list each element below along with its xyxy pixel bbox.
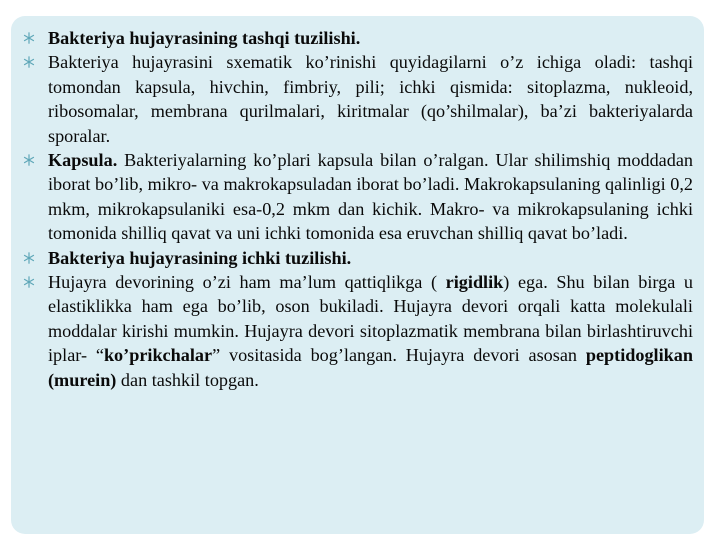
bullet-item-capsule — [48, 148, 693, 246]
section-heading-outer: Bakteriya hujayrasining tashqi tuzilishi. — [48, 28, 361, 48]
asterisk-icon — [23, 270, 37, 294]
paragraph-cell-wall-part-3: ” vositasida bog’langan. Hujayra devori asosan — [212, 345, 586, 366]
paragraph-capsule: Bakteriyalarning ko’plari kapsula bilan o’ralgan. Ular shilimshiq moddadan iborat bo’lib, mikro- va makrokapsuladan iborat bo’ladi. Makrokapsulaning qalinligi 0,2 mkm, mikrokapsulaniki esa-0,2 mkm dan kichik. Makro- va mikrokapsulaning ichki tomonida shilliq qavat va uni ichki tomonida esa eruvchan shilliq qavat bo’ladi. — [48, 150, 693, 244]
bullet-item-outer-structure-heading — [48, 26, 693, 50]
paragraph-cell-components: Bakteriya hujayrasini sxematik ko’rinishi quyidagilarni o’z ichiga oladi: tashqi tomondan kapsula, hivchin, fimbriy, pili; ichki qismida: sitoplazma, nukleoid, ribosomalar, membrana qurilmalari, kiritmalar (qo’shilmalar), ba’zi bakteriyalarda sporalar. — [48, 52, 693, 146]
bullet-item-inner-structure-heading — [48, 246, 693, 270]
section-heading-inner: Bakteriya hujayrasining ichki tuzilishi. — [48, 247, 352, 268]
capsule-term: Kapsula. — [48, 150, 118, 171]
paragraph-cell-wall-part-1: Hujayra devorining o’zi ham ma’lum qattiqlikga ( — [48, 272, 446, 293]
asterisk-icon — [23, 148, 37, 172]
paragraph-cell-wall-part-2: ) ega. Shu bilan birga u elastiklikka ham ega bo’lib, oson bukiladi. Hujayra devori orqali katta molekulali moddalar kirishi mumkin. Hujayra devori sitoplazmatik membrana bilan birlashtiruvchi iplar- “ — [48, 272, 693, 366]
bullet-item-cell-wall — [48, 270, 693, 392]
term-peptidoglikan: peptidoglikan (murein) — [48, 345, 693, 390]
paragraph-cell-wall-part-4: dan tashkil topgan. — [116, 369, 259, 390]
term-koprikchalar: ko’prikchalar — [103, 345, 213, 366]
bullet-list — [48, 26, 693, 392]
asterisk-icon — [23, 50, 37, 74]
asterisk-icon — [23, 26, 37, 50]
term-rigidlik: rigidlik — [445, 272, 504, 293]
bullet-item-cell-components — [48, 50, 693, 148]
asterisk-icon — [23, 246, 37, 270]
